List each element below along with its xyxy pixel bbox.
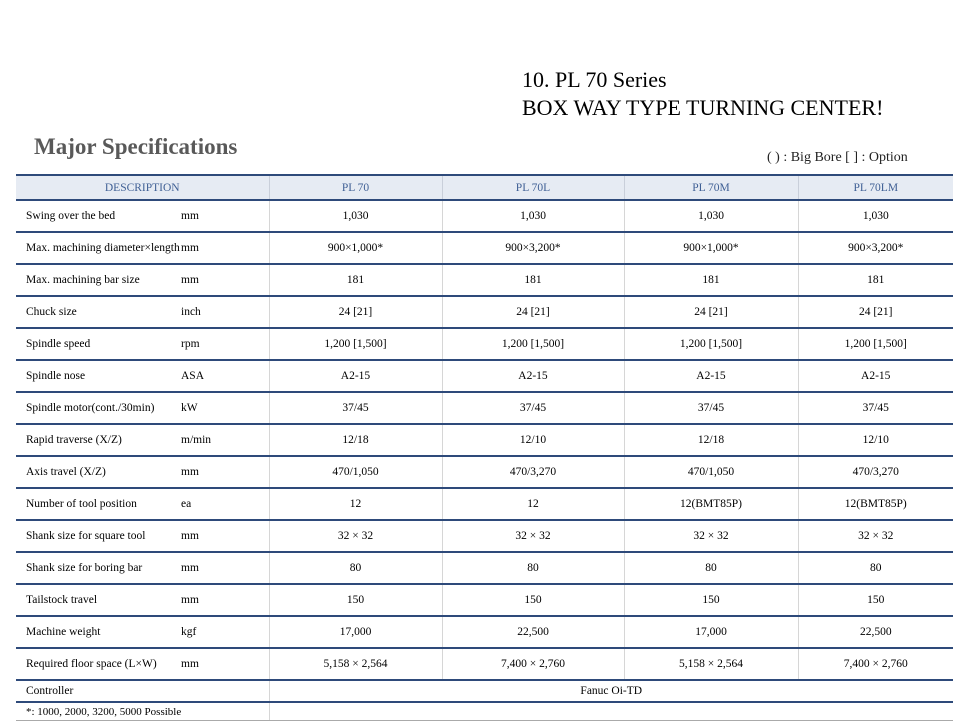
spec-value-cell: 22,500 — [442, 616, 624, 648]
spec-value-cell: 12/10 — [442, 424, 624, 456]
spec-label: Chuck size — [26, 306, 77, 318]
spec-value-cell: 32 × 32 — [442, 520, 624, 552]
table-row — [16, 456, 953, 488]
spec-value-cell: 12/18 — [624, 424, 798, 456]
spec-description-cell — [16, 392, 269, 424]
spec-unit: ASA — [181, 370, 205, 382]
spec-description-cell — [16, 232, 269, 264]
table-row — [16, 296, 953, 328]
controller-label: Controller — [16, 680, 269, 702]
spec-value-cell: A2-15 — [269, 360, 442, 392]
spec-value-cell: 32 × 32 — [798, 520, 953, 552]
column-header-pl70lm: PL 70LM — [798, 175, 953, 200]
table-row — [16, 616, 953, 648]
spec-label: Max. machining diameter×length — [26, 242, 180, 254]
spec-value-cell: 470/1,050 — [624, 456, 798, 488]
spec-unit: inch — [181, 306, 201, 318]
spec-description-cell — [16, 264, 269, 296]
spec-unit: m/min — [181, 434, 212, 446]
spec-value-cell: 32 × 32 — [269, 520, 442, 552]
spec-value-cell: 24 [21] — [798, 296, 953, 328]
spec-label: Machine weight — [26, 626, 101, 638]
document-heading — [522, 66, 883, 122]
column-header-pl70: PL 70 — [269, 175, 442, 200]
spec-unit: kgf — [181, 626, 197, 638]
controller-value: Fanuc Oi-TD — [269, 680, 953, 702]
spec-value-cell: 1,200 [1,500] — [442, 328, 624, 360]
spec-description-cell — [16, 200, 269, 232]
column-header-description: DESCRIPTION — [16, 175, 269, 200]
spec-value-cell: 24 [21] — [624, 296, 798, 328]
spec-description-cell — [16, 552, 269, 584]
spec-value-cell: 1,200 [1,500] — [624, 328, 798, 360]
spec-value-cell: 900×3,200* — [442, 232, 624, 264]
spec-unit: mm — [181, 210, 199, 222]
spec-value-cell: 17,000 — [269, 616, 442, 648]
spec-label: Spindle nose — [26, 370, 86, 382]
spec-value-cell: 12/10 — [798, 424, 953, 456]
table-row — [16, 584, 953, 616]
series-title: 10. PL 70 Series — [522, 67, 667, 92]
spec-description-cell — [16, 360, 269, 392]
spec-unit: mm — [181, 242, 199, 254]
spec-value-cell: 1,030 — [624, 200, 798, 232]
spec-unit: kW — [181, 402, 198, 414]
spec-unit: mm — [181, 530, 199, 542]
spec-description-cell — [16, 328, 269, 360]
spec-value-cell: 900×3,200* — [798, 232, 953, 264]
spec-value-cell: A2-15 — [798, 360, 953, 392]
spec-unit: mm — [181, 658, 199, 670]
spec-value-cell: 150 — [624, 584, 798, 616]
footnote-row — [16, 702, 953, 721]
spec-description-cell — [16, 424, 269, 456]
spec-value-cell: 150 — [442, 584, 624, 616]
table-row — [16, 648, 953, 680]
spec-value-cell: 37/45 — [269, 392, 442, 424]
spec-value-cell: 7,400 × 2,760 — [798, 648, 953, 680]
section-title: Major Specifications — [34, 134, 238, 159]
spec-value-cell: 7,400 × 2,760 — [442, 648, 624, 680]
spec-label: Swing over the bed — [26, 210, 116, 222]
footnote: *: 1000, 2000, 3200, 5000 Possible — [16, 702, 269, 721]
spec-value-cell: 22,500 — [798, 616, 953, 648]
spec-description-cell — [16, 648, 269, 680]
spec-unit: rpm — [181, 338, 200, 350]
spec-value-cell: 12 — [269, 488, 442, 520]
spec-value-cell: 5,158 × 2,564 — [269, 648, 442, 680]
spec-value-cell: 1,030 — [798, 200, 953, 232]
spec-value-cell: 150 — [269, 584, 442, 616]
table-row — [16, 392, 953, 424]
spec-value-cell: A2-15 — [624, 360, 798, 392]
spec-value-cell: 470/3,270 — [442, 456, 624, 488]
table-row — [16, 424, 953, 456]
spec-description-cell — [16, 488, 269, 520]
spec-label: Axis travel (X/Z) — [26, 466, 106, 478]
spec-label: Required floor space (L×W) — [26, 658, 157, 670]
spec-label: Spindle motor(cont./30min) — [26, 402, 155, 414]
table-row — [16, 488, 953, 520]
spec-value-cell: 470/1,050 — [269, 456, 442, 488]
spec-value-cell: 80 — [624, 552, 798, 584]
spec-description-cell — [16, 456, 269, 488]
spec-unit: mm — [181, 562, 199, 574]
spec-value-cell: A2-15 — [442, 360, 624, 392]
spec-value-cell: 1,200 [1,500] — [798, 328, 953, 360]
header-row — [16, 175, 953, 200]
spec-label: Shank size for square tool — [26, 530, 146, 542]
spec-value-cell: 1,200 [1,500] — [269, 328, 442, 360]
table-row — [16, 232, 953, 264]
table-row — [16, 552, 953, 584]
spec-value-cell: 80 — [798, 552, 953, 584]
spec-value-cell: 12(BMT85P) — [624, 488, 798, 520]
spec-value-cell: 12/18 — [269, 424, 442, 456]
spec-value-cell: 32 × 32 — [624, 520, 798, 552]
spec-table — [16, 174, 953, 721]
spec-value-cell: 80 — [442, 552, 624, 584]
option-legend: ( ) : Big Bore [ ] : Option — [767, 150, 908, 165]
spec-description-cell — [16, 616, 269, 648]
footnote-spacer — [269, 702, 953, 721]
spec-value-cell: 1,030 — [442, 200, 624, 232]
spec-label: Max. machining bar size — [26, 274, 140, 286]
spec-label: Number of tool position — [26, 498, 137, 510]
table-row — [16, 328, 953, 360]
spec-value-cell: 470/3,270 — [798, 456, 953, 488]
spec-value-cell: 181 — [269, 264, 442, 296]
spec-description-cell — [16, 584, 269, 616]
spec-value-cell: 24 [21] — [442, 296, 624, 328]
table-row — [16, 360, 953, 392]
spec-value-cell: 12 — [442, 488, 624, 520]
spec-value-cell: 37/45 — [624, 392, 798, 424]
table-row — [16, 200, 953, 232]
spec-value-cell: 181 — [798, 264, 953, 296]
spec-unit: mm — [181, 466, 199, 478]
spec-value-cell: 24 [21] — [269, 296, 442, 328]
spec-label: Tailstock travel — [26, 594, 98, 606]
series-subtitle: BOX WAY TYPE TURNING CENTER! — [522, 95, 884, 120]
spec-value-cell: 1,030 — [269, 200, 442, 232]
spec-value-cell: 900×1,000* — [269, 232, 442, 264]
spec-value-cell: 80 — [269, 552, 442, 584]
spec-description-cell — [16, 520, 269, 552]
spec-label: Shank size for boring bar — [26, 562, 143, 574]
spec-label: Rapid traverse (X/Z) — [26, 434, 122, 446]
spec-value-cell: 150 — [798, 584, 953, 616]
table-row — [16, 520, 953, 552]
spec-label: Spindle speed — [26, 338, 91, 350]
spec-value-cell: 900×1,000* — [624, 232, 798, 264]
spec-description-cell — [16, 296, 269, 328]
spec-unit: ea — [181, 498, 192, 510]
spec-value-cell: 181 — [624, 264, 798, 296]
controller-row — [16, 680, 953, 702]
spec-value-cell: 5,158 × 2,564 — [624, 648, 798, 680]
column-header-pl70l: PL 70L — [442, 175, 624, 200]
spec-value-cell: 37/45 — [798, 392, 953, 424]
spec-value-cell: 17,000 — [624, 616, 798, 648]
spec-table-body — [16, 200, 953, 721]
spec-unit: mm — [181, 594, 199, 606]
spec-value-cell: 12(BMT85P) — [798, 488, 953, 520]
spec-value-cell: 181 — [442, 264, 624, 296]
table-row — [16, 264, 953, 296]
spec-value-cell: 37/45 — [442, 392, 624, 424]
column-header-pl70m: PL 70M — [624, 175, 798, 200]
spec-unit: mm — [181, 274, 199, 286]
